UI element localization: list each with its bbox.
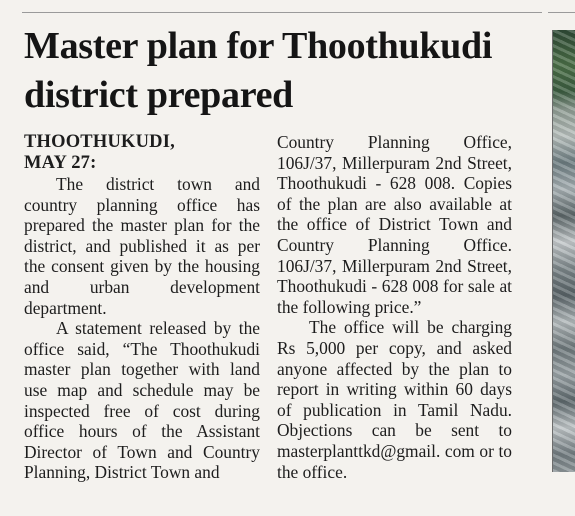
dateline-date: MAY 27:	[24, 153, 97, 173]
paragraph-2-part-2: Country Planning Office, 106J/37, Millerpuram 2nd Street, Thoothukudi - 628 008. Copies of the plan are also available at the office of District Town and Country Planning Office. 106J/37, Millerpuram 2nd Street, Thoothukudi - 628 008 for sale at the following price.”	[277, 132, 512, 317]
paragraph-1: The district town and country planning office has prepared the master plan for the district, and published it as per the consent given by the housing and urban development department.	[24, 174, 260, 318]
dateline-place: THOOTHUKUDI,	[24, 132, 175, 152]
paragraph-3: The office will be charging Rs 5,000 per copy, and asked anyone affected by the plan to report in writing within 60 days of publication in Tamil Nadu. Objections can be sent to masterplanttkd@gmail. com or to the office.	[277, 317, 512, 482]
headline: Master plan for Thoothukudi district prepared	[24, 25, 493, 116]
paragraph-2-part-1: A statement released by the office said, “The Thoothukudi master plan together with land use map and schedule may be inspected free of cost during office hours of the Assistant Director of Town and Country Planning, District Town and	[24, 318, 260, 483]
left-column	[24, 132, 260, 483]
top-rule	[22, 12, 542, 13]
adjacent-photo	[552, 30, 575, 472]
top-rule-right	[548, 12, 575, 13]
right-column	[277, 132, 512, 482]
